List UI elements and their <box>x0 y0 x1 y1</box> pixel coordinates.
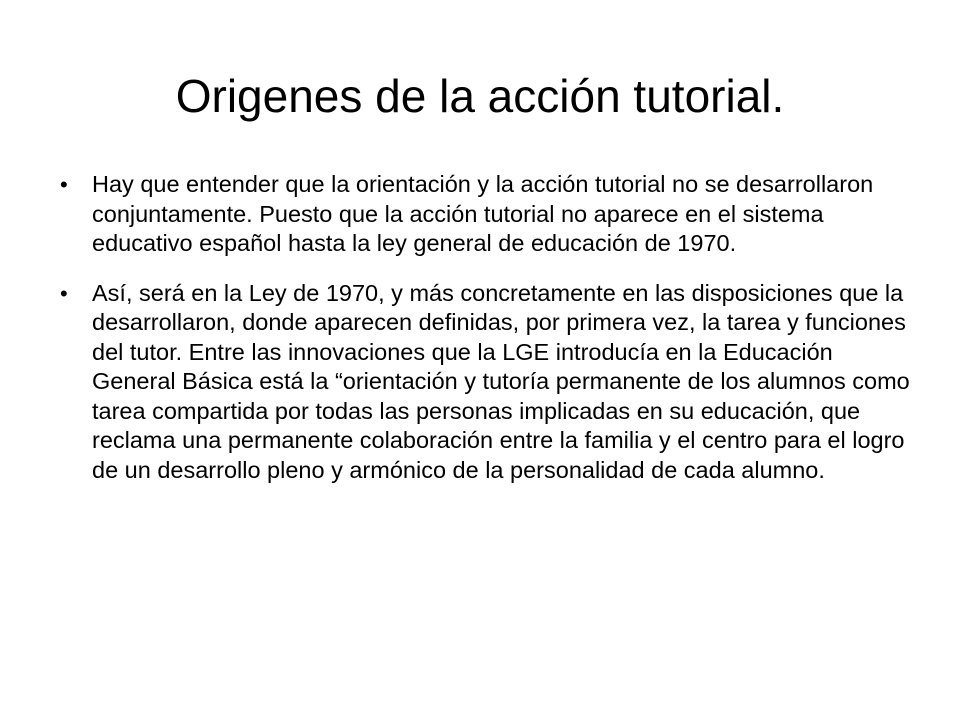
bullet-dot-icon: • <box>60 280 68 306</box>
bullet-item <box>60 279 920 486</box>
bullet-text: Hay que entender que la orientación y la acción tutorial no se desarrollaron conjuntamente. Puesto que la acción tutorial no aparece en el sistema educativo español hasta la ley general de educación de 1970. <box>92 171 874 256</box>
bullet-dot-icon: • <box>60 172 68 197</box>
bullet-item <box>60 170 920 259</box>
slide-title: Origenes de la acción tutorial. <box>175 70 785 122</box>
bullet-text: Así, será en la Ley de 1970, y más concretamente en las disposiciones que la desarrollaron, donde aparecen definidas, por primera vez, la tarea y funciones del tutor. Entre las innovaciones que la LGE introducía en la Educación General Básica está la “orientación y tutoría permanente de los alumnos como tarea compartida por todas las personas implicadas en su educación, que reclama una permanente colaboración entre la familia y el centro para el logro de un desarrollo pleno y armónico de la personalidad de cada alumno. <box>92 279 910 483</box>
bullet-list <box>60 170 920 505</box>
